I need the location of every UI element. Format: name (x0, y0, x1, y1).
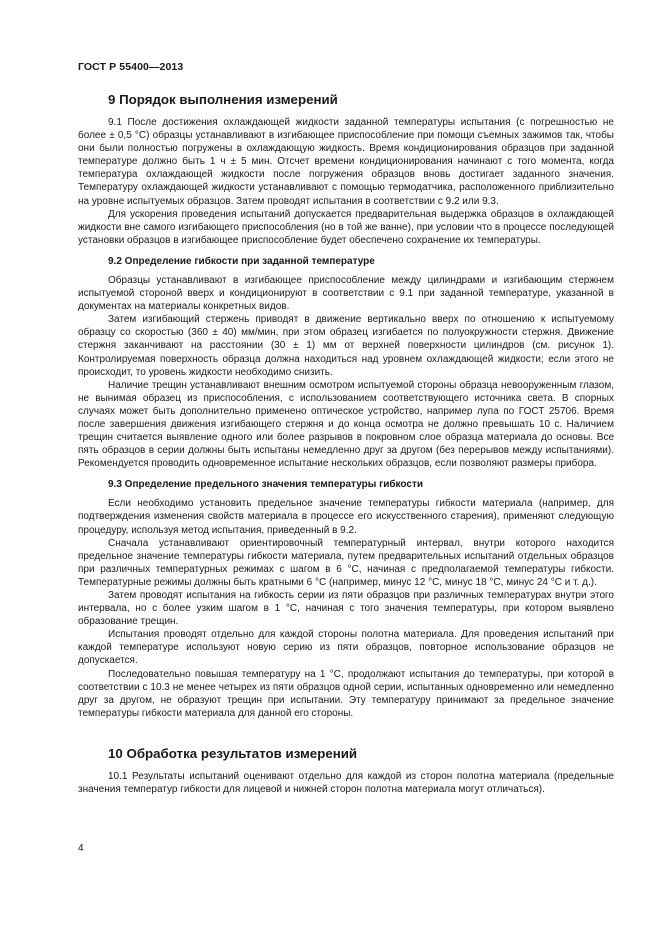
paragraph-9-3-d: Испытания проводят отдельно для каждой стороны полотна материала. Для проведения испытаний при каждой температуре используют новую серию из пяти образцов, повторное использование образцов не допускается. (78, 629, 614, 667)
paragraph-9-3-b: Сначала устанавливают ориентировочный температурный интервал, внутри которого находится предельное значение температуры гибкости материала, путем предварительных испытаний отдельных образцов при различных температурных режимах с шагом в 6 °С, начиная с предполагаемой температуры гибкости. Температурные режимы должны быть кратными 6 °С (например, минус 12 °С, минус 18 °С, минус 24 °С и т. д.). (78, 537, 614, 588)
paragraph-9-1: 9.1 После достижения охлаждающей жидкости заданной температуры испытания (с погрешностью не более ± 0,5 °С) образцы устанавливают в изгибающее приспособление при помощи съемных зажимов так, чтобы они были полностью погружены в охлаждающую жидкость. Время кондиционирования образцов при заданной температуре должно быть 1 ч ± 5 мин. Отсчет времени кондиционирования начинают с того момента, когда температура охлаждающей жидкости после погружения образцов вновь достигает заданного значения. Температуру охлаждающей жидкости устанавливают с помощью термодатчика, расположенного приблизительно на уровне испытуемых образцов. Затем проводят испытания в соответствии с 9.2 или 9.3. (78, 117, 614, 207)
paragraph-9-2-b: Затем изгибающий стержень приводят в движение вертикально вверх по отношению к испытуемому образцу со скоростью (360 ± 40) мм/мин, при этом образец изгибается по полуокружности стержня. Движение стержня заканчивают на расстоянии (30 ± 1) мм от верхней поверхности цилиндров (см. рисунок 1). Контролируемая поверхность образца должна находиться над уровнем охлаждающей жидкости; если этого не происходит, то уровень жидкости необходимо снизить. (78, 314, 614, 378)
paragraph-9-1-extra: Для ускорения проведения испытаний допускается предварительная выдержка образцов в охлаждающей жидкости вне самого изгибающего приспособления (но в той же ванне), при условии что в процессе последующей установки образцов в изгибающее приспособление будет обеспечено сохранение их температуры. (78, 208, 614, 246)
paragraph-10-1: 10.1 Результаты испытаний оценивают отдельно для каждой из сторон полотна материала (предельные значения температур гибкости для лицевой и нижней сторон полотна материала могут отличаться). (78, 770, 614, 796)
section-9-3-title: 9.3 Определение предельного значения температуры гибкости (108, 479, 424, 491)
section-9-2-title: 9.2 Определение гибкости при заданной температуре (108, 255, 375, 267)
paragraph-9-3-c: Затем проводят испытания на гибкость серии из пяти образцов при различных температурах внутри этого интервала, но с более узким шагом в 1 °С, начиная с того значения температуры, при котором выявлено образование трещин. (78, 590, 614, 628)
section-10-title: 10 Обработка результатов измерений (108, 745, 358, 761)
page-number: 4 (78, 843, 84, 854)
paragraph-9-3-e: Последовательно повышая температуру на 1 °С, продолжают испытания до температуры, при которой в соответствии с 10.3 не менее четырех из пяти образцов одной серии, испытанных одновременно или немедленно друг за другом, не образуют трещин при испытании. Эту температуру принимают за предельное значение температуры гибкости материала для данной его стороны. (78, 668, 614, 719)
paragraph-9-2-a: Образцы устанавливают в изгибающее приспособление между цилиндрами и изгибающим стержнем испытуемой стороной вверх и кондиционируют в соответствии с 9.1 при заданной температуре, указанной в документах на материалы конкретных видов. (78, 274, 614, 313)
standard-header: ГОСТ Р 55400—2013 (78, 61, 184, 73)
page-content (78, 92, 614, 796)
paragraph-9-3-a: Если необходимо установить предельное значение температуры гибкости материала (например, для подтверждения изменения свойств материала в процессе его искусственного старения), применяют следующую процедуру, используя метод испытания, приведенный в 9.2. (78, 498, 614, 536)
paragraph-9-2-c: Наличие трещин устанавливают внешним осмотром испытуемой стороны образца невооруженным глазом, не вынимая образец из приспособления, с использованием соответствующего источника света. В спорных случаях может быть дополнительно применено оптическое устройство, например лупа по ГОСТ 25706. Время после завершения движения изгибающего стержня и до конца осмотра не должно превышать 10 с. Наличием трещин считается выявление одного или более разрывов в покровном слое образца материала до основы. Все пять образцов в серии должны быть испытаны немедленно друг за другом (без перерывов между испытаниями). Рекомендуется проводить одновременное испытание нескольких образцов, если позволяют размеры прибора. (78, 379, 614, 470)
section-9-title: 9 Порядок выполнения измерений (108, 92, 338, 107)
